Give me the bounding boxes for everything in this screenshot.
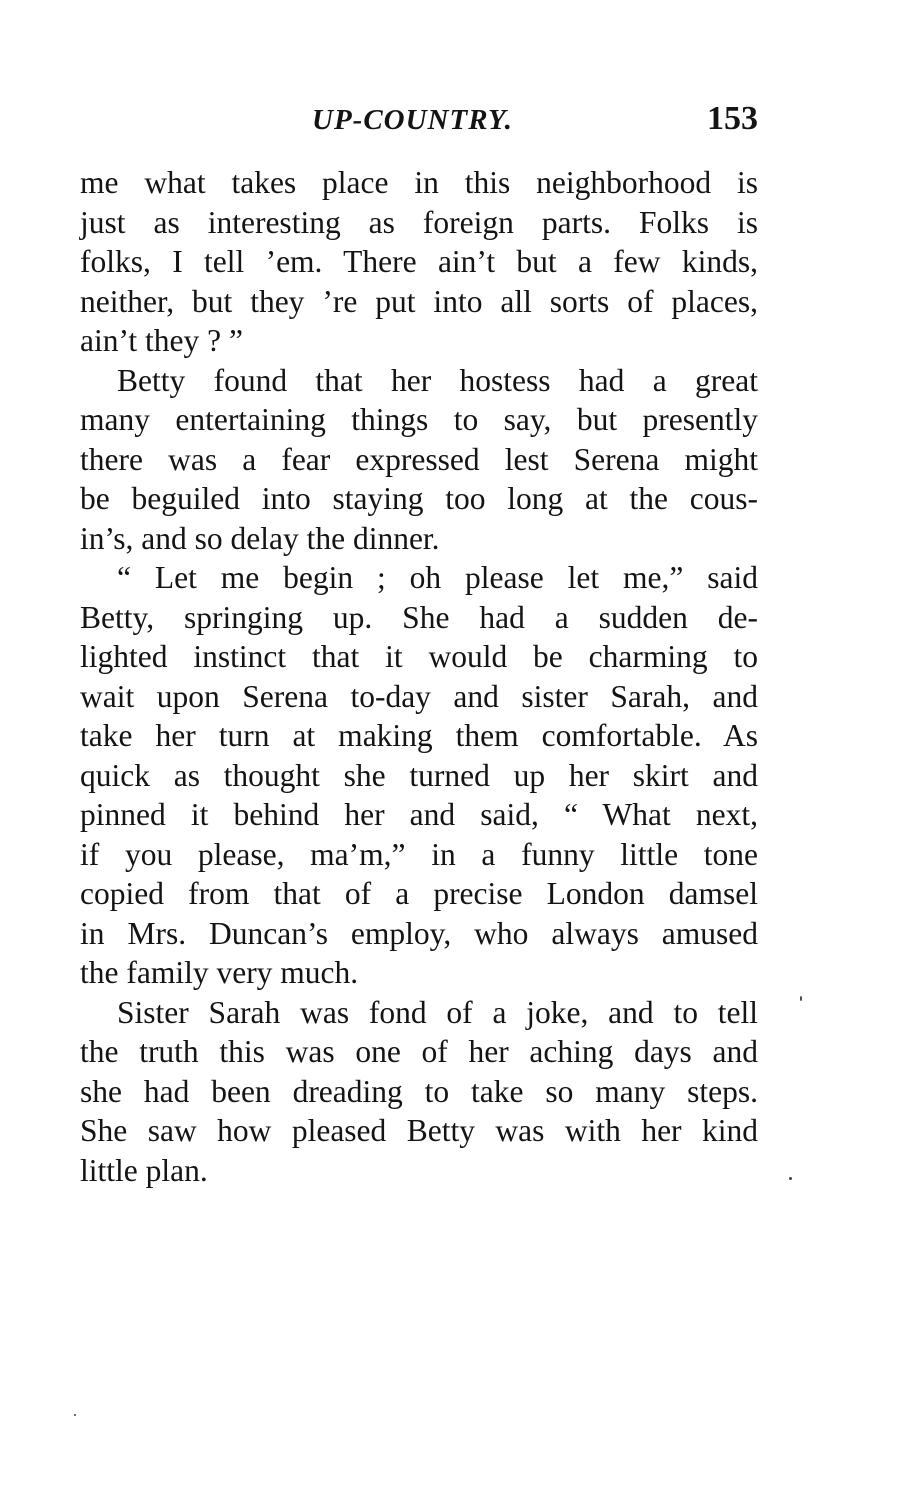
running-title: UP-COUNTRY. [312,104,513,136]
text-line: many entertaining things to say, but presently [80,402,758,437]
text-line: copied from that of a precise London damsel [80,876,758,911]
text-line: be beguiled into staying too long at the cous- [80,481,758,516]
text-line: quick as thought she turned up her skirt and [80,757,758,793]
print-speck [789,1177,792,1180]
text-line: just as interesting as foreign parts. Folks is [80,204,758,240]
text-line: She saw how pleased Betty was with her kind [80,1113,758,1148]
print-speck [800,996,802,1001]
text-line: Sister Sarah was fond of a joke, and to tell [117,994,758,1030]
paragraph [80,163,758,361]
text-line: little plan. [80,1152,208,1188]
text-line: if you please, ma’m,” in a funny little tone [80,836,758,872]
text-line: “ Let me begin ; oh please let me,” said [117,560,758,595]
body-text [80,163,758,1190]
text-line: neither, but they ’re put into all sorts of places, [80,283,758,319]
print-speck [74,1414,76,1416]
text-line: the family very much. [80,955,359,990]
text-line: Betty, springing up. She had a sudden de- [80,599,758,635]
text-line: lighted instinct that it would be charming to [80,639,758,674]
paragraph [80,361,758,559]
text-line: Betty found that her hostess had a great [117,362,758,398]
page-number: 153 [707,100,758,137]
text-line: in Mrs. Duncan’s employ, who always amused [80,915,758,951]
text-line: wait upon Serena to-day and sister Sarah, and [80,678,758,714]
text-line: there was a fear expressed lest Serena might [80,441,758,477]
text-line: ain’t they ? ” [80,323,243,358]
paragraph [80,558,758,993]
text-line: pinned it behind her and said, “ What next, [80,797,758,832]
text-line: the truth this was one of her aching days and [80,1034,758,1069]
text-line: folks, I tell ’em. There ain’t but a few kinds, [80,244,758,279]
text-line: me what takes place in this neighborhood is [80,165,758,200]
text-line: in’s, and so delay the dinner. [80,520,440,556]
text-line: take her turn at making them comfortable. As [80,718,758,753]
paragraph [80,993,758,1191]
running-head [80,100,758,144]
text-line: she had been dreading to take so many steps. [80,1073,758,1109]
